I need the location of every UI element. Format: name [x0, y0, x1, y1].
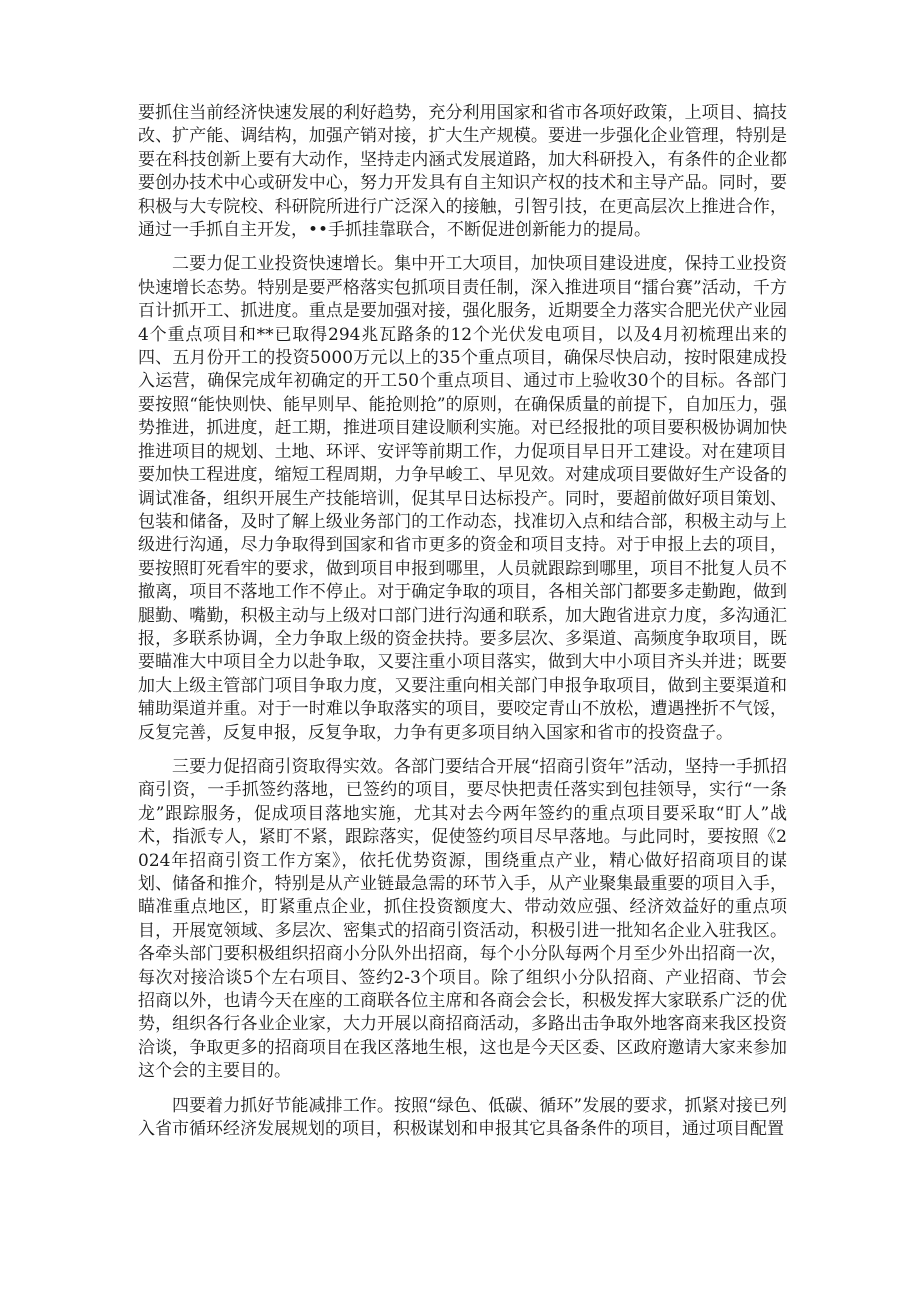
paragraph-2: 二要力促工业投资快速增长。集中开工大项目，加快项目建设进度，保持工业投资快速增长态势。特别是要严格落实包抓项目责任制，深入推进项目“擂台赛”活动，千方百计抓开工、抓进度。重点是要加强对接，强化服务，近期要全力落实合肥光伏产业园4个重点项目和**已取得294兆瓦路条的12个光伏发电项目，以及4月初梳理出来的四、五月份开工的投资5000万元以上的35个重点项目，确保尽快启动，按时限建成投入运营，确保完成年初确定的开工50个重点项目、通过市上验收30个的目标。各部门要按照“能快则快、能早则早、能抢则抢”的原则，在确保质量的前提下，自加压力，强势推进，抓进度，赶工期，推进项目建设顺利实施。对已经报批的项目要积极协调加快推进项目的规划、土地、环评、安评等前期工作，力促项目早日开工建设。对在建项目要加快工程进度，缩短工程周期，力争早峻工、早见效。对建成项目要做好生产设备的调试准备，组织开展生产技能培训，促其早日达标投产。同时，要超前做好项目策划、包装和储备，及时了解上级业务部门的工作动态，找准切入点和结合部，积极主动与上级进行沟通，尽力争取得到国家和省市更多的资金和项目支持。对于申报上去的项目，要按照盯死看牢的要求，做到项目申报到哪里，人员就跟踪到哪里，项目不批复人员不撤离，项目不落地工作不停止。对于确定争取的项目，各相关部门都要多走勤跑，做到腿勤、嘴勤，积极主动与上级对口部门进行沟通和联系，加大跑省进京力度，多沟通汇报，多联系协调，全力争取上级的资金扶持。要多层次、多渠道、高频度争取项目，既要瞄准大中项目全力以赴争取，又要注重小项目落实，做到大中小项目齐头并进；既要加大上级主管部门项目争取力度，又要注重向相关部门申报争取项目，做到主要渠道和辅助渠道并重。对于一时难以争取落实的项目，要咬定青山不放松，遭遇挫折不气馁，反复完善，反复申报，反复争取，力争有更多项目纳入国家和省市的投资盘子。 — [138, 254, 787, 743]
paragraph-3: 三要力促招商引资取得实效。各部门要结合开展“招商引资年”活动，坚持一手抓招商引资，一手抓签约落地，已签约的项目，要尽快把责任落实到包挂领导，实行“一条龙”跟踪服务，促成项目落地实施，尤其对去今两年签约的重点项目要采取“盯人”战术，指派专人，紧盯不紧，跟踪落实，促使签约项目尽早落地。与此同时，要按照《2024年招商引资工作方案》，依托优势资源，围绕重点产业，精心做好招商项目的谋划、储备和推介，特别是从产业链最急需的环节入手，从产业聚集最重要的项目入手，瞄准重点地区，盯紧重点企业，抓住投资额度大、带动效应强、经济效益好的重点项目，开展宽领域、多层次、密集式的招商引资活动，积极引进一批知名企业入驻我区。各牵头部门要积极组织招商小分队外出招商，每个小分队每两个月至少外出招商一次，每次对接洽谈5个左右项目、签约2-3个项目。除了组织小分队招商、产业招商、节会招商以外，也请今天在座的工商联各位主席和各商会会长，积极发挥大家联系广泛的优势，组织各行各业企业家，大力开展以商招商活动，多路出击争取外地客商来我区投资洽谈，争取更多的招商项目在我区落地生根，这也是今天区委、区政府邀请大家来参加这个会的主要目的。 — [138, 756, 787, 1082]
paragraph-4: 四要着力抓好节能减排工作。按照“绿色、低碳、循环”发展的要求，抓紧对接已列入省市循环经济发展规划的项目，积极谋划和申报其它具备条件的项目，通过项目配置 — [138, 1095, 787, 1140]
document-page — [138, 102, 787, 1152]
paragraph-1: 要抓住当前经济快速发展的利好趋势，充分利用国家和省市各项好政策，上项目、搞技改、扩产能、调结构，加强产销对接，扩大生产规模。要进一步强化企业管理，特别是要在科技创新上要有大动作，坚持走内涵式发展道路，加大科研投入，有条件的企业都要创办技术中心或研发中心，努力开发具有自主知识产权的技术和主导产品。同时，要积极与大专院校、科研院所进行广泛深入的接触，引智引技，在更高层次上推进合作，通过一手抓自主开发，••手抓挂靠联合，不断促进创新能力的提局。 — [138, 103, 787, 241]
